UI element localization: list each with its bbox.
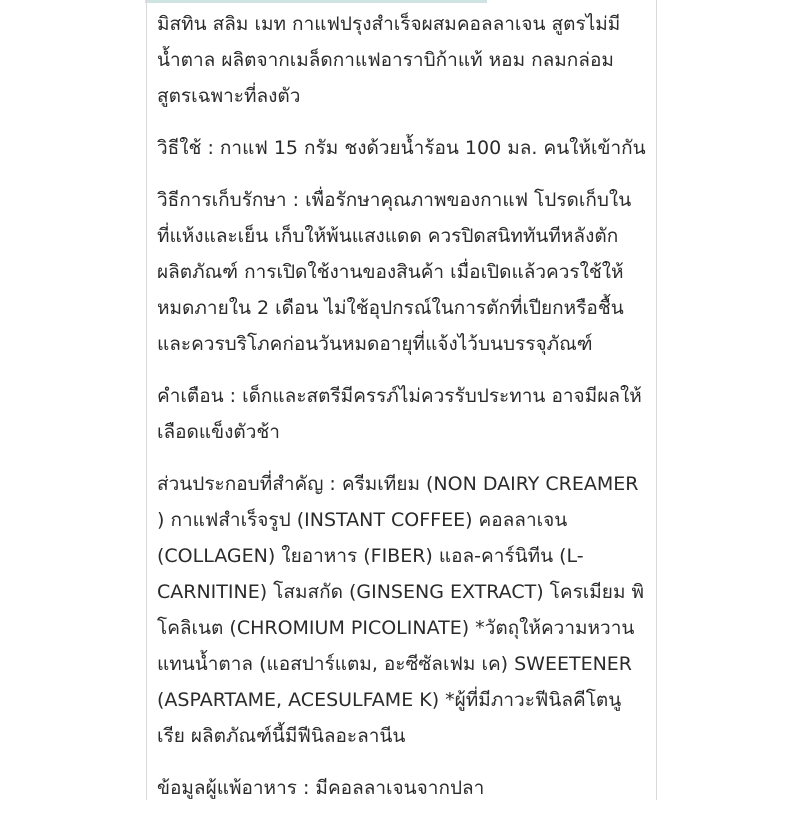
right-border: [656, 0, 657, 800]
text-line: วิธีใช้ : กาแฟ 15 กรัม ชงด้วยน้ำร้อน 100 มล. คนให้เข้ากัน: [157, 137, 646, 159]
text-line: ที่แห้งและเย็น เก็บให้พ้นแสงแดด ควรปิดสนิททันทีหลังตัก: [157, 225, 619, 247]
text-line: มิสทิน สลิม เมท กาแฟปรุงสำเร็จผสมคอลลาเจน สูตรไม่มี: [157, 13, 621, 35]
text-line: สูตรเฉพาะที่ลงตัว: [157, 85, 301, 107]
allergen-paragraph: [157, 770, 651, 806]
ingredients-paragraph: [157, 466, 651, 754]
usage-paragraph: [157, 130, 651, 166]
description-paragraph: [157, 6, 651, 114]
text-line: เรีย ผลิตภัณฑ์นี้มีฟีนิลอะลานีน: [157, 725, 406, 747]
text-line: และควรบริโภคก่อนวันหมดอายุที่แจ้งไว้บนบรรจุภัณฑ์: [157, 333, 593, 355]
text-line: ข้อมูลผู้แพ้อาหาร : มีคอลลาเจนจากปลา: [157, 777, 485, 799]
text-line: ผลิตภัณฑ์ การเปิดใช้งานของสินค้า เมื่อเปิดแล้วควรใช้ให้: [157, 261, 624, 283]
text-line: โคลิเนต (CHROMIUM PICOLINATE) *วัตถุให้ความหวาน: [157, 617, 635, 639]
text-line: แทนน้ำตาล (แอสปาร์แตม, อะซีซัลเฟม เค) SWEETENER: [157, 653, 632, 675]
text-line: วิธีการเก็บรักษา : เพื่อรักษาคุณภาพของกาแฟ โปรดเก็บใน: [157, 189, 632, 211]
text-line: (COLLAGEN) ใยอาหาร (FIBER) แอล-คาร์นิทีน (L-: [157, 545, 584, 567]
text-line: CARNITINE) โสมสกัด (GINSENG EXTRACT) โครเมียม พิ: [157, 581, 645, 603]
storage-paragraph: [157, 182, 651, 362]
text-line: (ASPARTAME, ACESULFAME K) *ผู้ที่มีภาวะฟีนิลคีโตนู: [157, 689, 622, 711]
left-border: [146, 0, 147, 800]
text-line: เลือดแข็งตัวช้า: [157, 421, 280, 443]
text-line: ) กาแฟสำเร็จรูป (INSTANT COFFEE) คอลลาเจน: [157, 509, 568, 531]
text-line: ส่วนประกอบที่สำคัญ : ครีมเทียม (NON DAIRY CREAMER: [157, 473, 639, 495]
text-line: หมดภายใน 2 เดือน ไม่ใช้อุปกรณ์ในการตักที่เปียกหรือชื้น: [157, 297, 624, 319]
text-line: น้ำตาล ผลิตจากเมล็ดกาแฟอาราบิก้าแท้ หอม กลมกล่อม: [157, 49, 614, 71]
text-line: คำเตือน : เด็กและสตรีมีครรภ์ไม่ควรรับประทาน อาจมีผลให้: [157, 385, 642, 407]
warning-paragraph: [157, 378, 651, 450]
product-description-text: [157, 6, 651, 822]
top-accent-line: [145, 0, 487, 3]
